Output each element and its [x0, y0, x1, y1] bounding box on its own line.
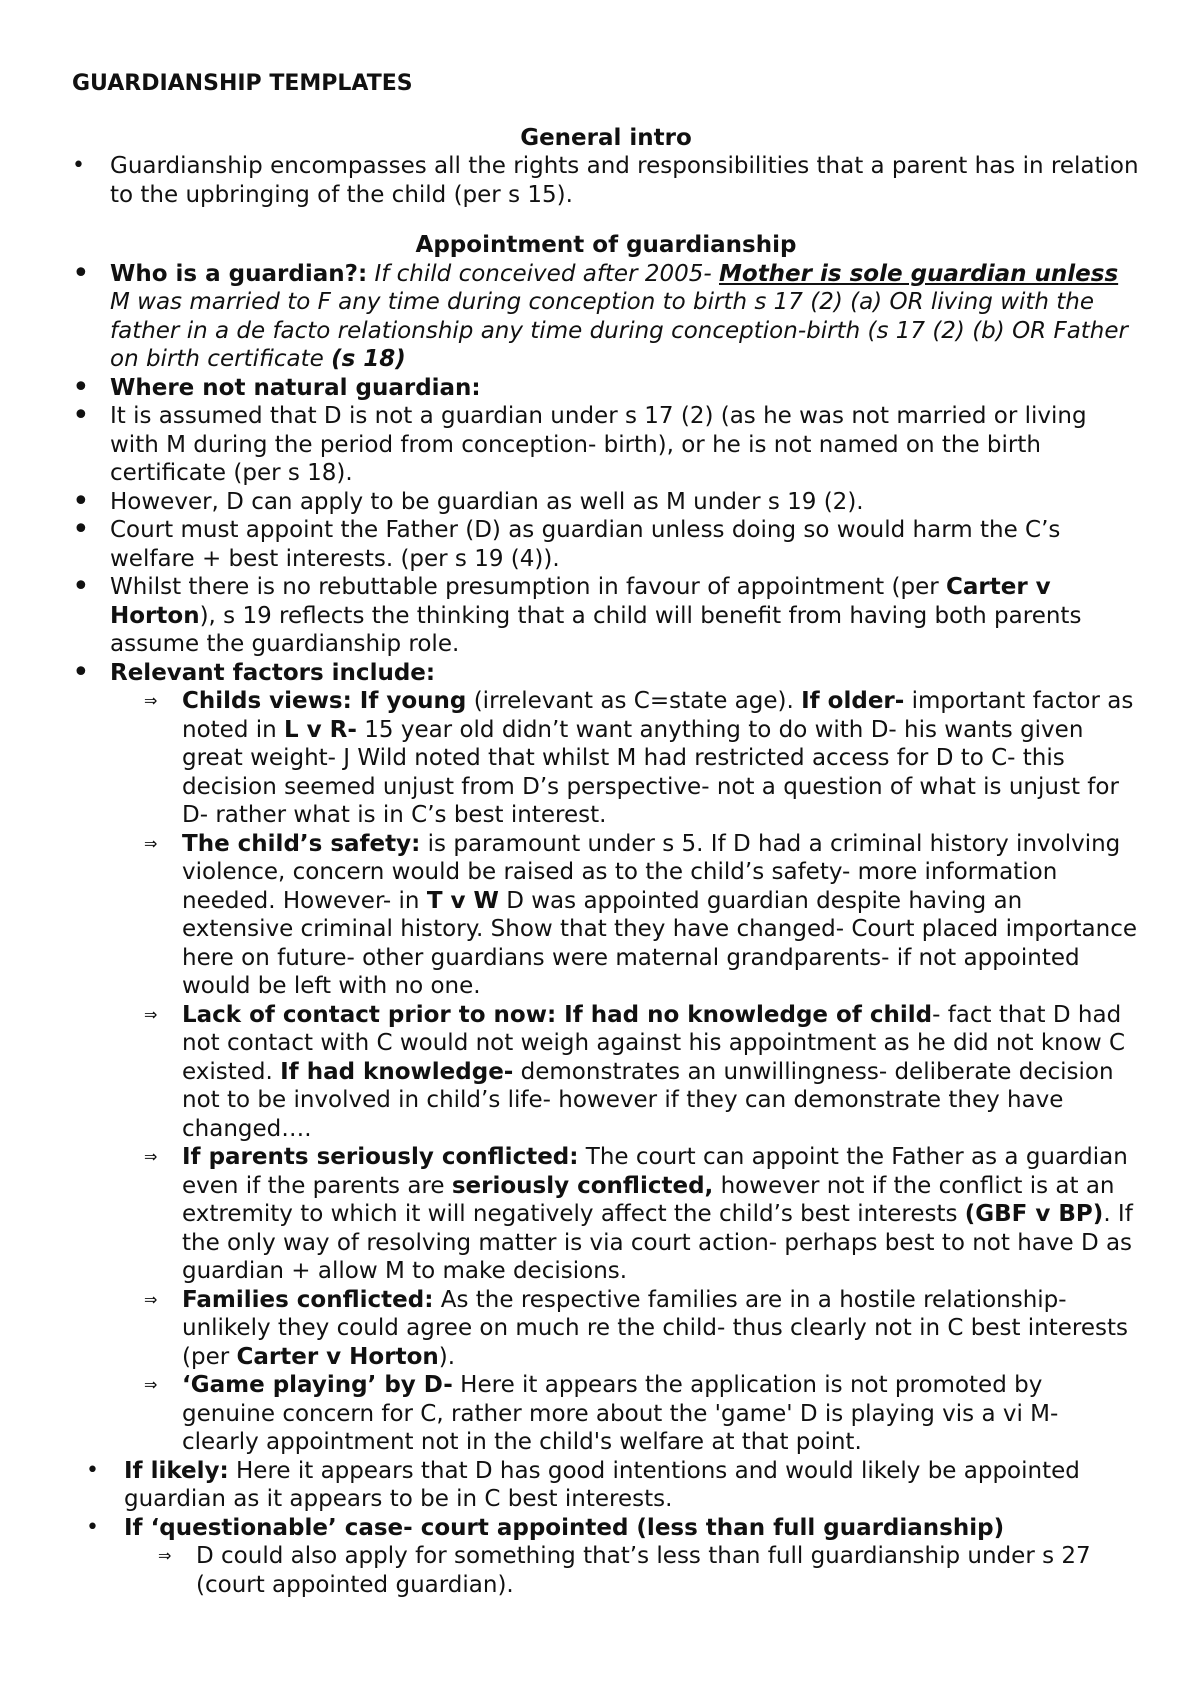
- factor-families-conflicted: ⇒ Families conflicted: As the respective families are in a hostile relationship- unlikely they could agree on much re the child- thus clearly not in C best interests (per Carter v Horton).: [144, 1286, 1140, 1372]
- list-item: • Guardianship encompasses all the rights and responsibilities that a parent has in relation to the upbringing of the child (per s 15).: [72, 152, 1140, 209]
- list-item: • Court must appoint the Father (D) as guardian unless doing so would harm the C’s welfare + best interests. (per s 19 (4)).: [72, 516, 1140, 573]
- document-title: GUARDIANSHIP TEMPLATES: [72, 71, 413, 96]
- list-item: • It is assumed that D is not a guardian under s 17 (2) (as he was not married or living with M during the period from conception- birth), or he is not named on the birth certificate (per s 18).: [72, 402, 1140, 488]
- factor-childs-safety: ⇒ The child’s safety: is paramount under s 5. If D had a criminal history involving violence, concern would be raised as to the child’s safety- more information needed. However- in T v W D was appointed guardian despite having an extensive criminal history. Show that they have changed- Court placed importance here on future- other guardians were maternal grandparents- if not appointed would be left with no one.: [144, 830, 1140, 1001]
- document-page: [72, 70, 1140, 1599]
- list-item: • However, D can apply to be guardian as well as M under s 19 (2).: [72, 488, 1140, 517]
- list-item-relevant-factors: • Relevant factors include: ⇒ Childs views: If young (irrelevant as C=state age). If older- important factor as noted in L v R- 15 year old didn’t want anything to do with D- his wants given great weight- J Wild noted that whilst M had restricted access for D to C- this decision seemed unjust from D’s perspective- not a question of what is unjust for D- rather what is in C’s best interest. ⇒ The child’s safety: is paramount under s 5. If D had a criminal history involving violence, concern would be raised as to the child’s safety- more information needed. However- in T v W D was appointed guardian despite having an extensive criminal history. Show that they have changed- Court placed importance here on future- other guardians were maternal grandparents- if not appointed would be left with no one. ⇒ Lack of contact prior to now: If had no knowledge of child- fact that D had not contact with C would not weigh against his appointment as he did not know C existed. If had knowledge- demonstrates an unwillingness- deliberate decision not to be involved in child’s life- however if they can demonstrate they have changed…. ⇒ If parents seriously conflicted: The court can appoint the Father as a guardian even if the parents are seriously conflicted, however not if the conflict is at an extremity to which it will negatively affect the child’s best interests (GBF v BP). If the only way of resolving matter is via court action- perhaps best to not have D as guardian + allow M to make decisions. ⇒ Families conflicted: As the respective families are in a hostile relationship- unlikely they could agree on much re the child- thus clearly not in C best interests (per Carter v Horton). ⇒ ‘Game playing’ by D- Here it appears the application is not promoted by genuine concern for C, rather more about the 'game' D is playing vis a vi M- clearly appointment not in the child's welfare at that point.: [72, 659, 1140, 1457]
- factor-game-playing: ⇒ ‘Game playing’ by D- Here it appears the application is not promoted by genuine concern for C, rather more about the 'game' D is playing vis a vi M- clearly appointment not in the child's welfare at that point.: [144, 1371, 1140, 1457]
- intro-list: [72, 152, 1140, 209]
- list-item-who-is-guardian: • Who is a guardian?: If child conceived after 2005- Mother is sole guardian unless M was married to F any time during conception to birth s 17 (2) (a) OR living with the father in a de facto relationship any time during conception-birth (s 17 (2) (b) OR Father on birth certificate (s 18): [72, 260, 1140, 374]
- section-heading-appointment: Appointment of guardianship: [415, 232, 797, 258]
- factor-lack-of-contact: ⇒ Lack of contact prior to now: If had no knowledge of child- fact that D had not contact with C would not weigh against his appointment as he did not know C existed. If had knowledge- demonstrates an unwillingness- deliberate decision not to be involved in child’s life- however if they can demonstrate they have changed….: [144, 1001, 1140, 1144]
- factors-list: [144, 687, 1140, 1457]
- outcome-list: [72, 1457, 1140, 1600]
- factor-parents-conflicted: ⇒ If parents seriously conflicted: The court can appoint the Father as a guardian even if the parents are seriously conflicted, however not if the conflict is at an extremity to which it will negatively affect the child’s best interests (GBF v BP). If the only way of resolving matter is via court action- perhaps best to not have D as guardian + allow M to make decisions.: [144, 1143, 1140, 1286]
- list-item: • Whilst there is no rebuttable presumption in favour of appointment (per Carter v Horton), s 19 reflects the thinking that a child will benefit from having both parents assume the guardianship role.: [72, 573, 1140, 659]
- list-item: ⇒ D could also apply for something that’s less than full guardianship under s 27 (court appointed guardian).: [158, 1542, 1140, 1599]
- appointment-list: [72, 260, 1140, 1457]
- section-heading-general-intro: General intro: [520, 124, 692, 151]
- factor-childs-views: ⇒ Childs views: If young (irrelevant as C=state age). If older- important factor as noted in L v R- 15 year old didn’t want anything to do with D- his wants given great weight- J Wild noted that whilst M had restricted access for D to C- this decision seemed unjust from D’s perspective- not a question of what is unjust for D- rather what is in C’s best interest.: [144, 687, 1140, 830]
- list-item-not-natural-guardian: • Where not natural guardian:: [72, 374, 1140, 403]
- list-item-questionable-case: • If ‘questionable’ case- court appointed (less than full guardianship) ⇒ D could also apply for something that’s less than full guardianship under s 27 (court appointed guardian).: [72, 1514, 1140, 1600]
- questionable-sublist: [158, 1542, 1140, 1599]
- list-item-if-likely: • If likely: Here it appears that D has good intentions and would likely be appointed guardian as it appears to be in C best interests.: [72, 1457, 1140, 1514]
